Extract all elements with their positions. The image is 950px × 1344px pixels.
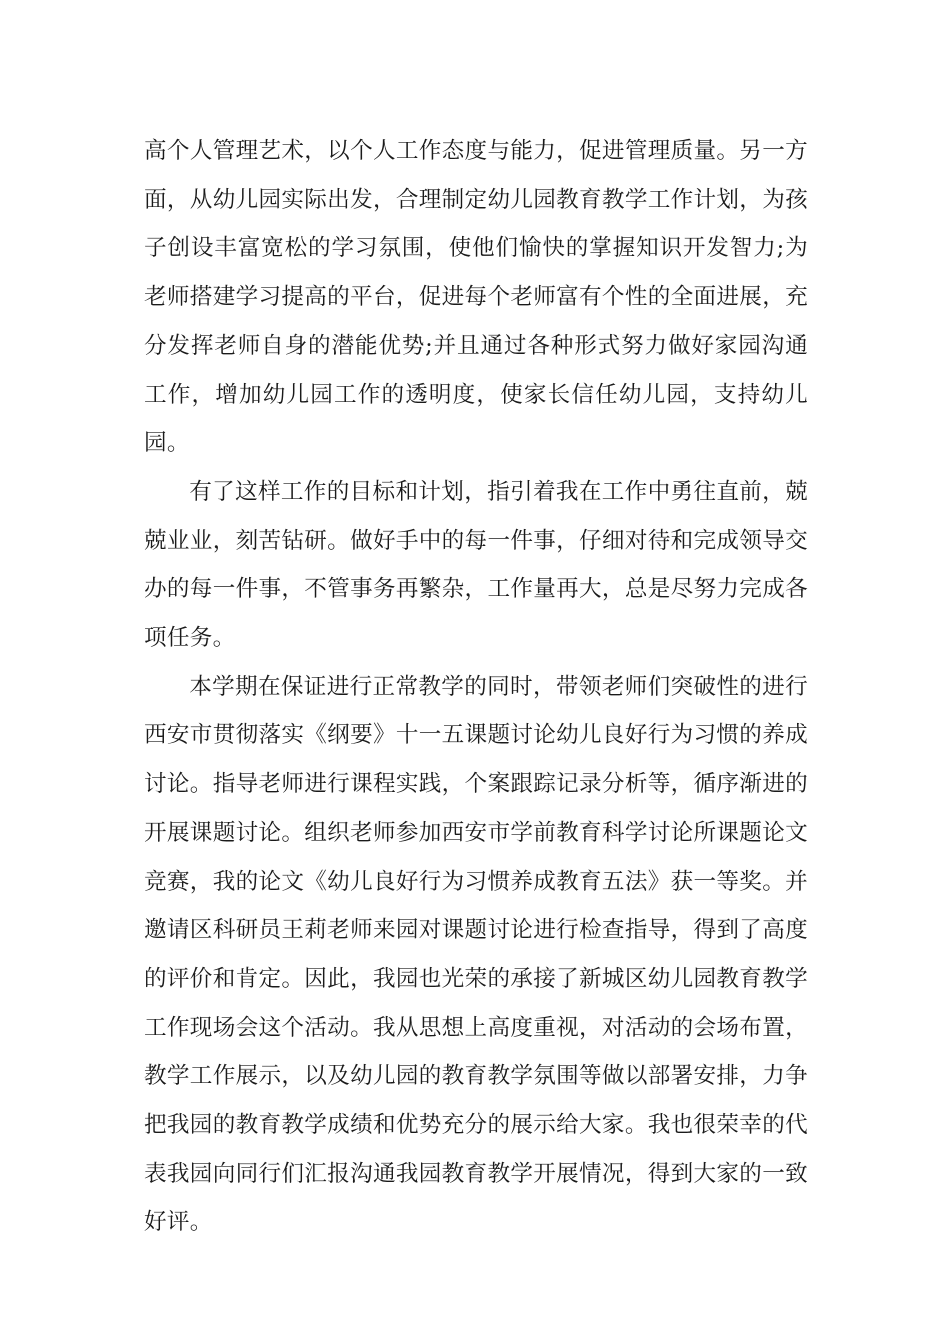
document-body [144, 127, 808, 1247]
paragraph-continued: 高个人管理艺术，以个人工作态度与能力，促进管理质量。另一方面，从幼儿园实际出发，合理制定幼儿园教育教学工作计划，为孩子创设丰富宽松的学习氛围，使他们愉快的掌握知识开发智力;为老师搭建学习提高的平台，促进每个老师富有个性的全面进展，充分发挥老师自身的潜能优势;并且通过各种形式努力做好家园沟通工作，增加幼儿园工作的透明度，使家长信任幼儿园，支持幼儿园。 [144, 138, 808, 457]
paragraph-research: 本学期在保证进行正常教学的同时，带领老师们突破性的进行西安市贯彻落实《纲要》十一五课题讨论幼儿良好行为习惯的养成讨论。指导老师进行课程实践，个案跟踪记录分析等，循序渐进的开展课题讨论。组织老师参加西安市学前教育科学讨论所课题论文竞赛，我的论文《幼儿良好行为习惯养成教育五法》获一等奖。并邀请区科研员王莉老师来园对课题讨论进行检查指导，得到了高度的评价和肯定。因此，我园也光荣的承接了新城区幼儿园教育教学工作现场会这个活动。我从思想上高度重视，对活动的会场布置，教学工作展示，以及幼儿园的教育教学氛围等做以部署安排，力争把我园的教育教学成绩和优势充分的展示给大家。我也很荣幸的代表我园向同行们汇报沟通我园教育教学开展情况，得到大家的一致好评。 [144, 673, 808, 1236]
paragraph-goals: 有了这样工作的目标和计划，指引着我在工作中勇往直前，兢兢业业，刻苦钻研。做好手中的每一件事，仔细对待和完成领导交办的每一件事，不管事务再繁杂，工作量再大，总是尽努力完成各项任务。 [144, 478, 808, 652]
